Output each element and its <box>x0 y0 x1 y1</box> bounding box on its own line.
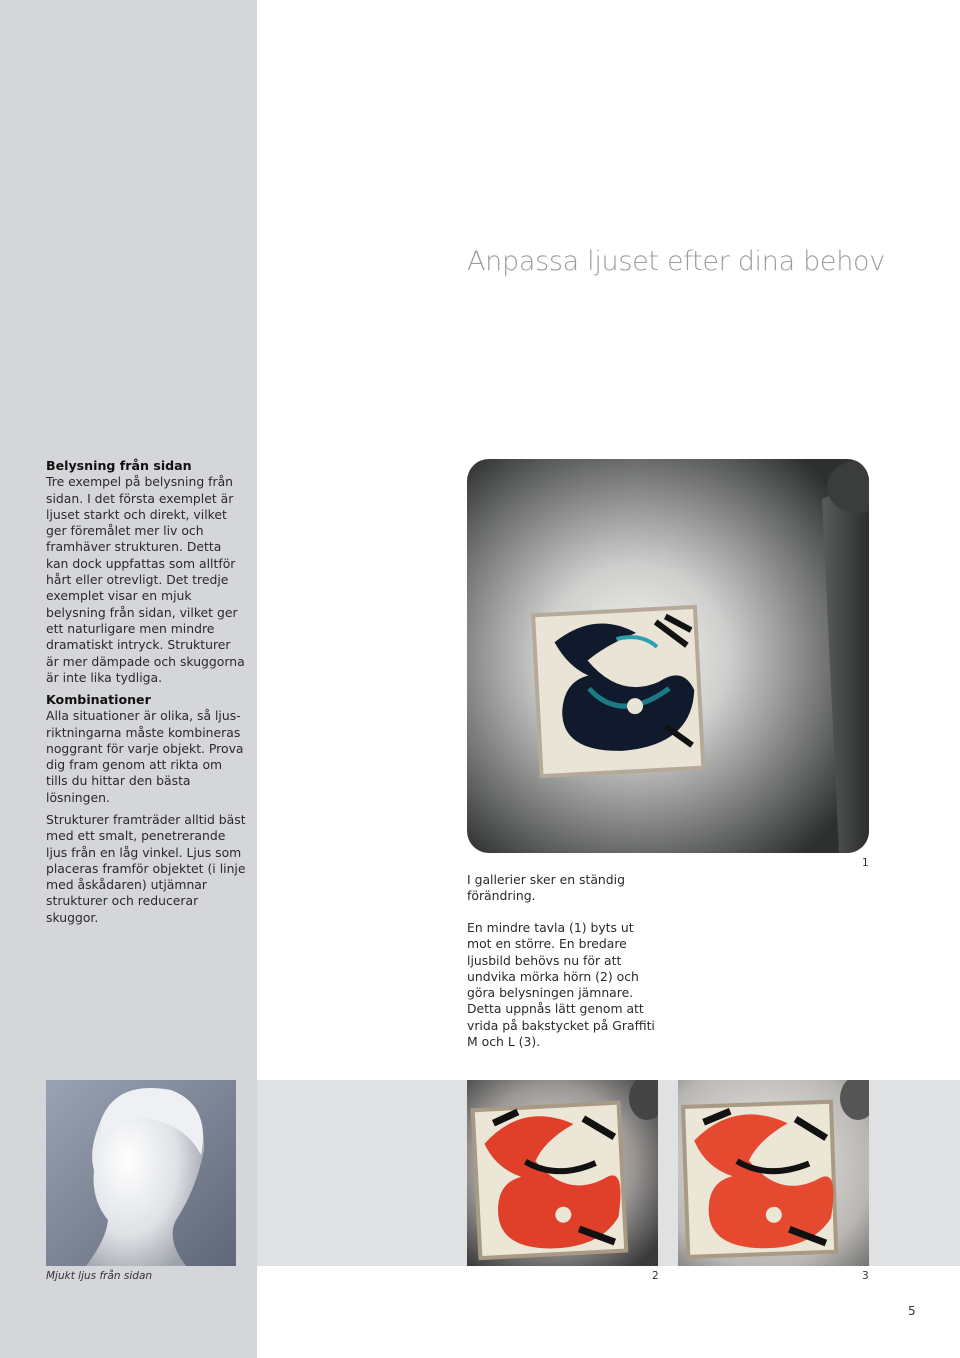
section-body: Alla situationer är olika, så ljusriktningarna måste kombineras noggrant för varje objekt. Prova dig fram genom att rikta om tills du hittar den bästa lösningen. <box>46 708 244 805</box>
mannequin-photo <box>46 1080 236 1266</box>
section-heading: Kombinationer <box>46 692 151 707</box>
section-body: Strukturer framträder alltid bäst med ett smalt, penetrerande ljus från en låg vinkel. Ljus som placeras framför objektet (i linje med åskådaren) utjämnar strukturer och reducerar skuggor. <box>46 812 246 925</box>
section-body: Tre exempel på belysning från sidan. I det första exemplet är ljuset starkt och direkt, vilket ger föremålet mer liv och framhäver strukturen. Detta kan dock uppfattas som alltför hårt eller otrevligt. Det tredje exemplet visar en mjuk belysning från sidan, vilket ger ett naturligare men mindre dramatiskt intryck. Strukturer är mer dämpade och skuggorna är inte lika tydliga. <box>46 474 245 685</box>
page-title: Anpassa ljuset efter dina behov <box>467 246 885 277</box>
figure-number-2: 2 <box>652 1270 659 1282</box>
sidebar-section-structures <box>46 812 246 926</box>
page-number: 5 <box>908 1304 916 1318</box>
sidebar-section-side-lighting <box>46 458 246 686</box>
caption-gallery-intro <box>467 872 657 905</box>
figure-number-3: 3 <box>862 1270 869 1282</box>
section-heading: Belysning från sidan <box>46 458 192 473</box>
caption-text: I gallerier sker en ständig förändring. <box>467 872 625 904</box>
gallery-photo-large-painting-even <box>678 1080 869 1266</box>
gallery-photo-small-painting <box>467 459 869 853</box>
sidebar-section-combinations <box>46 692 246 806</box>
caption-gallery-detail <box>467 920 657 1050</box>
gallery-photo-large-painting-dark <box>467 1080 658 1266</box>
figure-number-1: 1 <box>862 857 869 869</box>
caption-mannequin: Mjukt ljus från sidan <box>46 1270 153 1282</box>
caption-text: En mindre tavla (1) byts ut mot en större. En bredare ljusbild behövs nu för att undvika mörka hörn (2) och göra belysningen jämnare. Detta uppnås lätt genom att vrida på bakstycket på Graffiti M och L (3). <box>467 920 655 1050</box>
